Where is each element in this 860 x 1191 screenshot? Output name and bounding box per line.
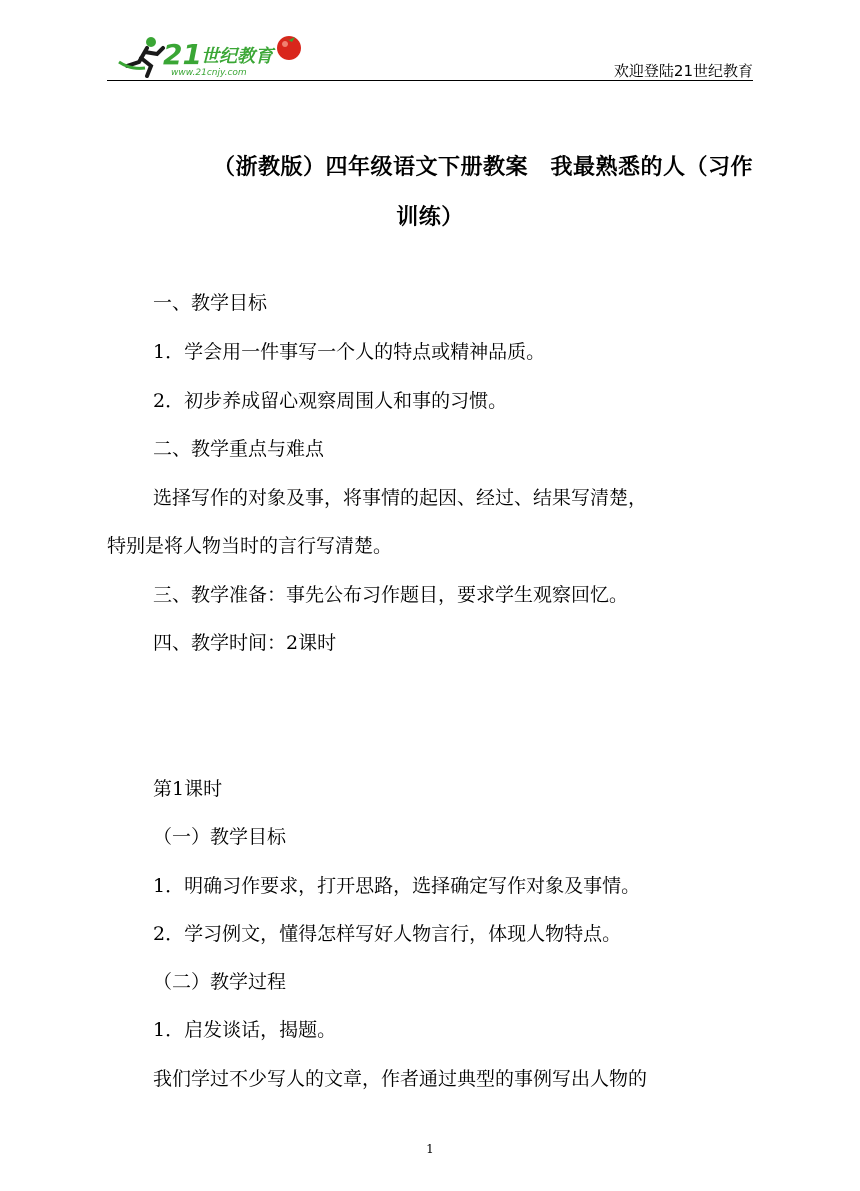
document-title-line-2: 训练） (396, 204, 464, 230)
body-paragraph: 我们学过不少写人的文章，作者通过典型的事例写出人物的 (153, 1068, 648, 1090)
body-paragraph: （二）教学过程 (153, 971, 287, 993)
page-number: 1 (426, 1142, 434, 1156)
tomato-icon (277, 36, 301, 60)
header-welcome-text: 欢迎登陆21世纪教育 (613, 62, 753, 80)
body-paragraph: 2．初步养成留心观察周围人和事的习惯。 (153, 390, 508, 412)
body-paragraph: 特别是将人物当时的言行写清楚。 (107, 535, 393, 557)
body-paragraph: 一、教学目标 (153, 292, 268, 314)
page-header (107, 30, 753, 81)
body-paragraph: 四、教学时间：2课时 (153, 632, 337, 654)
body-paragraph: 1．学会用一件事写一个人的特点或精神品质。 (153, 341, 546, 363)
21cnjy-logo (111, 32, 311, 78)
document-title-line-1: （浙教版）四年级语文下册教案 我最熟悉的人（习作 (212, 154, 753, 180)
svg-text:www.21cnjy.com: www.21cnjy.com (171, 68, 247, 78)
body-paragraph: 第1课时 (153, 778, 223, 800)
body-paragraph: 2．学习例文，懂得怎样写好人物言行，体现人物特点。 (153, 923, 622, 945)
body-paragraph: 三、教学准备：事先公布习作题目，要求学生观察回忆。 (153, 584, 629, 606)
svg-text:21: 21 (163, 38, 202, 71)
svg-text:世纪教育: 世纪教育 (201, 46, 273, 67)
runner-icon (119, 37, 163, 76)
body-paragraph: 二、教学重点与难点 (153, 438, 325, 460)
body-paragraph: 1．明确习作要求，打开思路，选择确定写作对象及事情。 (153, 875, 641, 897)
body-paragraph: （一）教学目标 (153, 826, 287, 848)
body-paragraph: 1．启发谈话，揭题。 (153, 1019, 337, 1041)
body-paragraph: 选择写作的对象及事，将事情的起因、经过、结果写清楚， (153, 487, 648, 509)
